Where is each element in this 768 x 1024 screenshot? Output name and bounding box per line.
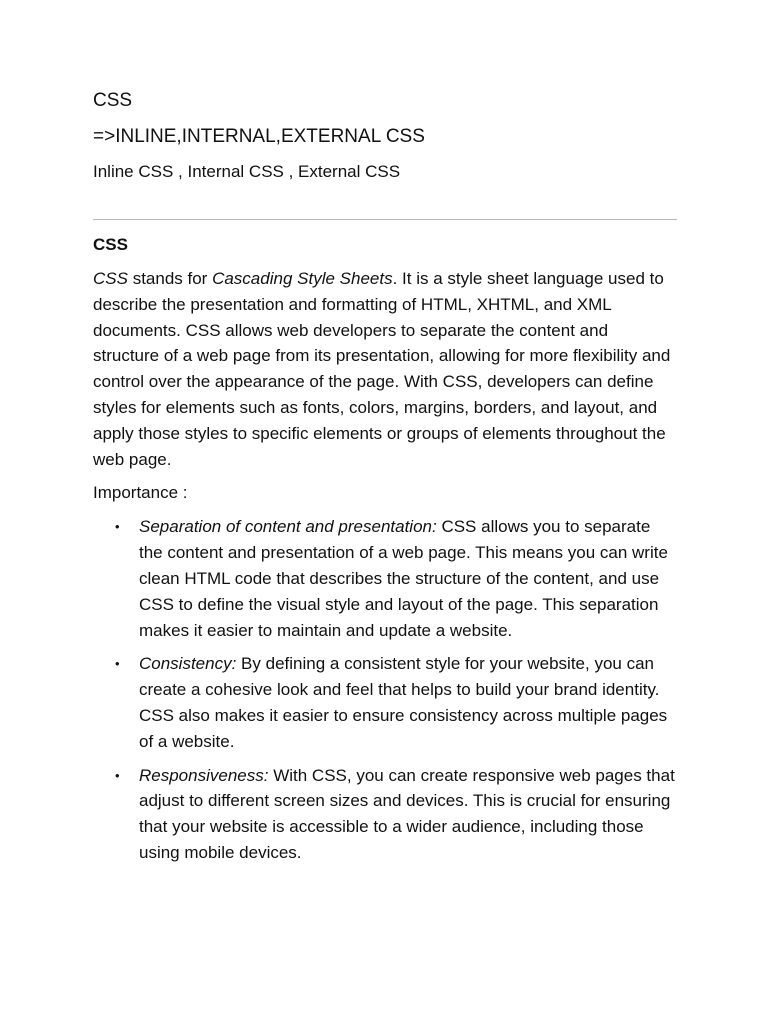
- page-title: CSS: [93, 90, 133, 111]
- list-item-body: CSS allows you to separate the content and presentation of a web page. This means you can write clean HTML code that describes the structure of the content, and use CSS to define the visual style and layout of the page. This separation makes it easier to maintain and update a website.: [139, 517, 668, 640]
- list-item: [93, 763, 677, 866]
- document-header: [93, 88, 677, 184]
- intro-text-1: stands for: [127, 269, 213, 288]
- importance-list: [93, 514, 677, 865]
- page-subtitle: =>INLINE,INTERNAL,EXTERNAL CSS: [93, 126, 425, 147]
- list-item-term: Separation of content and presentation:: [139, 517, 437, 537]
- list-item-term: Consistency:: [139, 654, 237, 674]
- list-item: [93, 514, 677, 643]
- list-item-text: [139, 517, 668, 639]
- list-item-text: [139, 654, 667, 750]
- css-section: [93, 232, 677, 874]
- horizontal-divider: [93, 219, 677, 220]
- list-item-text: [139, 766, 675, 862]
- intro-term: CSS: [93, 269, 128, 288]
- intro-paragraph: [93, 266, 677, 472]
- css-types-line: Inline CSS , Internal CSS , External CSS: [93, 162, 401, 181]
- list-item-body: With CSS, you can create responsive web pages that adjust to different screen sizes and devices. This is crucial for ensuring that your website is accessible to a wider audience, including those using mobile devices.: [139, 765, 675, 862]
- list-item-term: Responsiveness:: [139, 765, 269, 785]
- importance-label: Importance :: [93, 483, 188, 503]
- bullet-icon: •: [115, 656, 120, 672]
- bullet-icon: •: [115, 767, 120, 783]
- list-item: [93, 651, 677, 754]
- intro-expansion: Cascading Style Sheets: [212, 269, 393, 288]
- intro-text-2: . It is a style sheet language used to describe the presentation and formatting of HTML, XHTML, and XML documents. CSS allows web developers to separate the content and structure of a web page from its presentation, allowing for more flexibility and control over the appearance of the page. With CSS, developers can define styles for elements such as fonts, colors, margins, borders, and layout, and apply those styles to specific elements or groups of elements throughout the web page.: [93, 269, 671, 469]
- bullet-icon: •: [115, 519, 120, 535]
- section-heading: CSS: [93, 235, 128, 254]
- list-item-body: By defining a consistent style for your website, you can create a cohesive look and feel that helps to build your brand identity. CSS also makes it easier to ensure consistency across multiple pages of a website.: [139, 654, 668, 751]
